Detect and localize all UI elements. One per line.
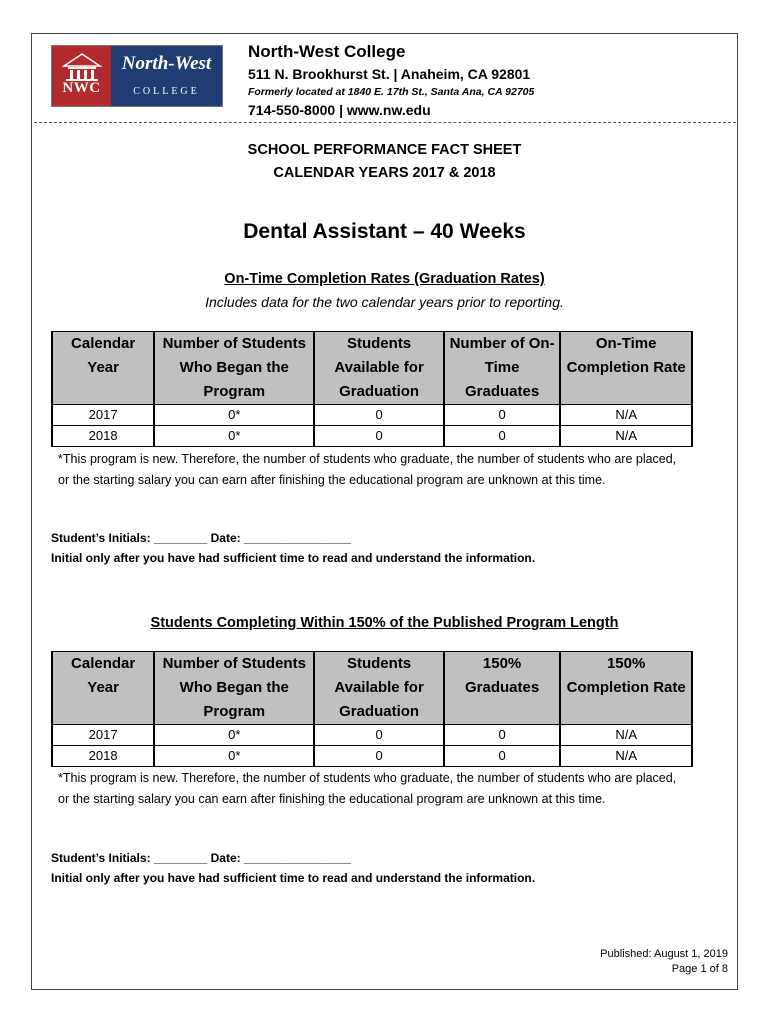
col-header-line: Program (203, 383, 266, 400)
footnote-line: *This program is new. Therefore, the number of students who graduate, the number of students who are placed, (58, 452, 677, 466)
col-header (444, 652, 560, 725)
table-cell: N/A (560, 725, 692, 746)
col-header (560, 332, 692, 405)
col-header-line: Time (484, 359, 520, 376)
col-header-line: Graduates (465, 383, 540, 400)
college-name: North-West College (248, 42, 406, 61)
col-header-line: Number of Students (162, 335, 306, 352)
col-header (444, 332, 560, 405)
col-header-line: Who Began the (179, 359, 289, 376)
table-row (52, 746, 692, 767)
col-header-line: Graduation (339, 703, 420, 720)
table-cell: 2018 (52, 426, 154, 447)
publication-info (600, 947, 728, 977)
col-header-line: Number of On- (449, 335, 555, 352)
building-icon (60, 52, 104, 82)
col-header (154, 332, 314, 405)
table-cell: 0* (154, 405, 314, 426)
section2-heading-wrap (31, 614, 738, 632)
contact-info: 714-550-8000 | www.nw.edu (248, 102, 431, 118)
section2-footnote (58, 768, 708, 810)
logo-blue-panel (111, 46, 222, 106)
table-cell: 0* (154, 725, 314, 746)
table-cell: 0 (314, 405, 444, 426)
col-header-line: 150% (482, 655, 522, 672)
col-header-line: Completion Rate (566, 359, 686, 376)
section2-heading: Students Completing Within 150% of the Published Program Length (150, 615, 619, 631)
table-cell: 2017 (52, 725, 154, 746)
footnote-line: or the starting salary you can earn after finishing the educational program are unknown at this time. (58, 792, 606, 806)
page-number: Page 1 of 8 (671, 963, 728, 975)
table-cell: 0 (444, 746, 560, 767)
section2-initials-line: Student’s Initials: ________ Date: ________________ (51, 851, 351, 865)
footnote-line: or the starting salary you can earn after finishing the educational program are unknown at this time. (58, 473, 606, 487)
logo-red-panel (52, 46, 111, 106)
table-row (52, 405, 692, 426)
former-location: Formerly located at 1840 E. 17th St., Santa Ana, CA 92705 (248, 86, 535, 98)
col-header-line: On-Time (595, 335, 657, 352)
ontime-completion-table (51, 331, 693, 447)
col-header-line: Calendar (71, 655, 136, 672)
col-header-line: Calendar (71, 335, 136, 352)
col-header (52, 652, 154, 725)
calendar-years-title: CALENDAR YEARS 2017 & 2018 (273, 165, 496, 181)
table-cell: N/A (560, 405, 692, 426)
fact-sheet-title: SCHOOL PERFORMANCE FACT SHEET (247, 142, 522, 158)
table-row (52, 725, 692, 746)
college-logo (51, 45, 223, 107)
section1-heading: On-Time Completion Rates (Graduation Rates) (224, 271, 545, 287)
col-header-line: 150% (606, 655, 646, 672)
table-cell: 0 (444, 405, 560, 426)
table-cell: N/A (560, 426, 692, 447)
col-header-line: Graduation (339, 383, 420, 400)
table-cell: 0 (314, 725, 444, 746)
program-title: Dental Assistant – 40 Weeks (243, 220, 526, 243)
col-header (314, 332, 444, 405)
header-divider (34, 122, 736, 123)
logo-script-name: North-West (121, 53, 212, 74)
col-header-line: Year (87, 679, 119, 696)
col-header-line: Who Began the (179, 679, 289, 696)
section1-heading-wrap (31, 270, 738, 288)
section2-instruction: Initial only after you have had sufficient time to read and understand the information. (51, 871, 536, 885)
section1-initials-line: Student’s Initials: ________ Date: ________________ (51, 531, 351, 545)
col-header-line: Year (87, 359, 119, 376)
section1-note: Includes data for the two calendar years prior to reporting. (205, 294, 564, 310)
completion-150-table (51, 651, 693, 767)
col-header-line: Available for (334, 359, 424, 376)
table-cell: 0* (154, 746, 314, 767)
col-header (52, 332, 154, 405)
table-cell: 2018 (52, 746, 154, 767)
col-header (560, 652, 692, 725)
table-header-row (52, 652, 692, 725)
col-header-line: Program (203, 703, 266, 720)
table-cell: 0 (444, 426, 560, 447)
col-header (154, 652, 314, 725)
table-cell: N/A (560, 746, 692, 767)
col-header-line: Students (346, 655, 412, 672)
col-header-line: Completion Rate (566, 679, 686, 696)
table-header-row (52, 332, 692, 405)
table-row (52, 426, 692, 447)
section1-instruction: Initial only after you have had sufficient time to read and understand the information. (51, 551, 536, 565)
table-cell: 0 (444, 725, 560, 746)
logo-abbrev: NWC (62, 80, 101, 96)
col-header-line: Available for (334, 679, 424, 696)
section1-footnote (58, 449, 708, 491)
logo-college-word: COLLEGE (133, 86, 200, 97)
published-date: Published: August 1, 2019 (600, 948, 728, 960)
college-address: 511 N. Brookhurst St. | Anaheim, CA 92801 (248, 66, 531, 82)
col-header-line: Students (346, 335, 412, 352)
col-header-line: Number of Students (162, 655, 306, 672)
table-cell: 0 (314, 426, 444, 447)
table-cell: 0 (314, 746, 444, 767)
col-header (314, 652, 444, 725)
footnote-line: *This program is new. Therefore, the number of students who graduate, the number of students who are placed, (58, 771, 677, 785)
col-header-line: Graduates (465, 679, 540, 696)
table-cell: 0* (154, 426, 314, 447)
table-cell: 2017 (52, 405, 154, 426)
